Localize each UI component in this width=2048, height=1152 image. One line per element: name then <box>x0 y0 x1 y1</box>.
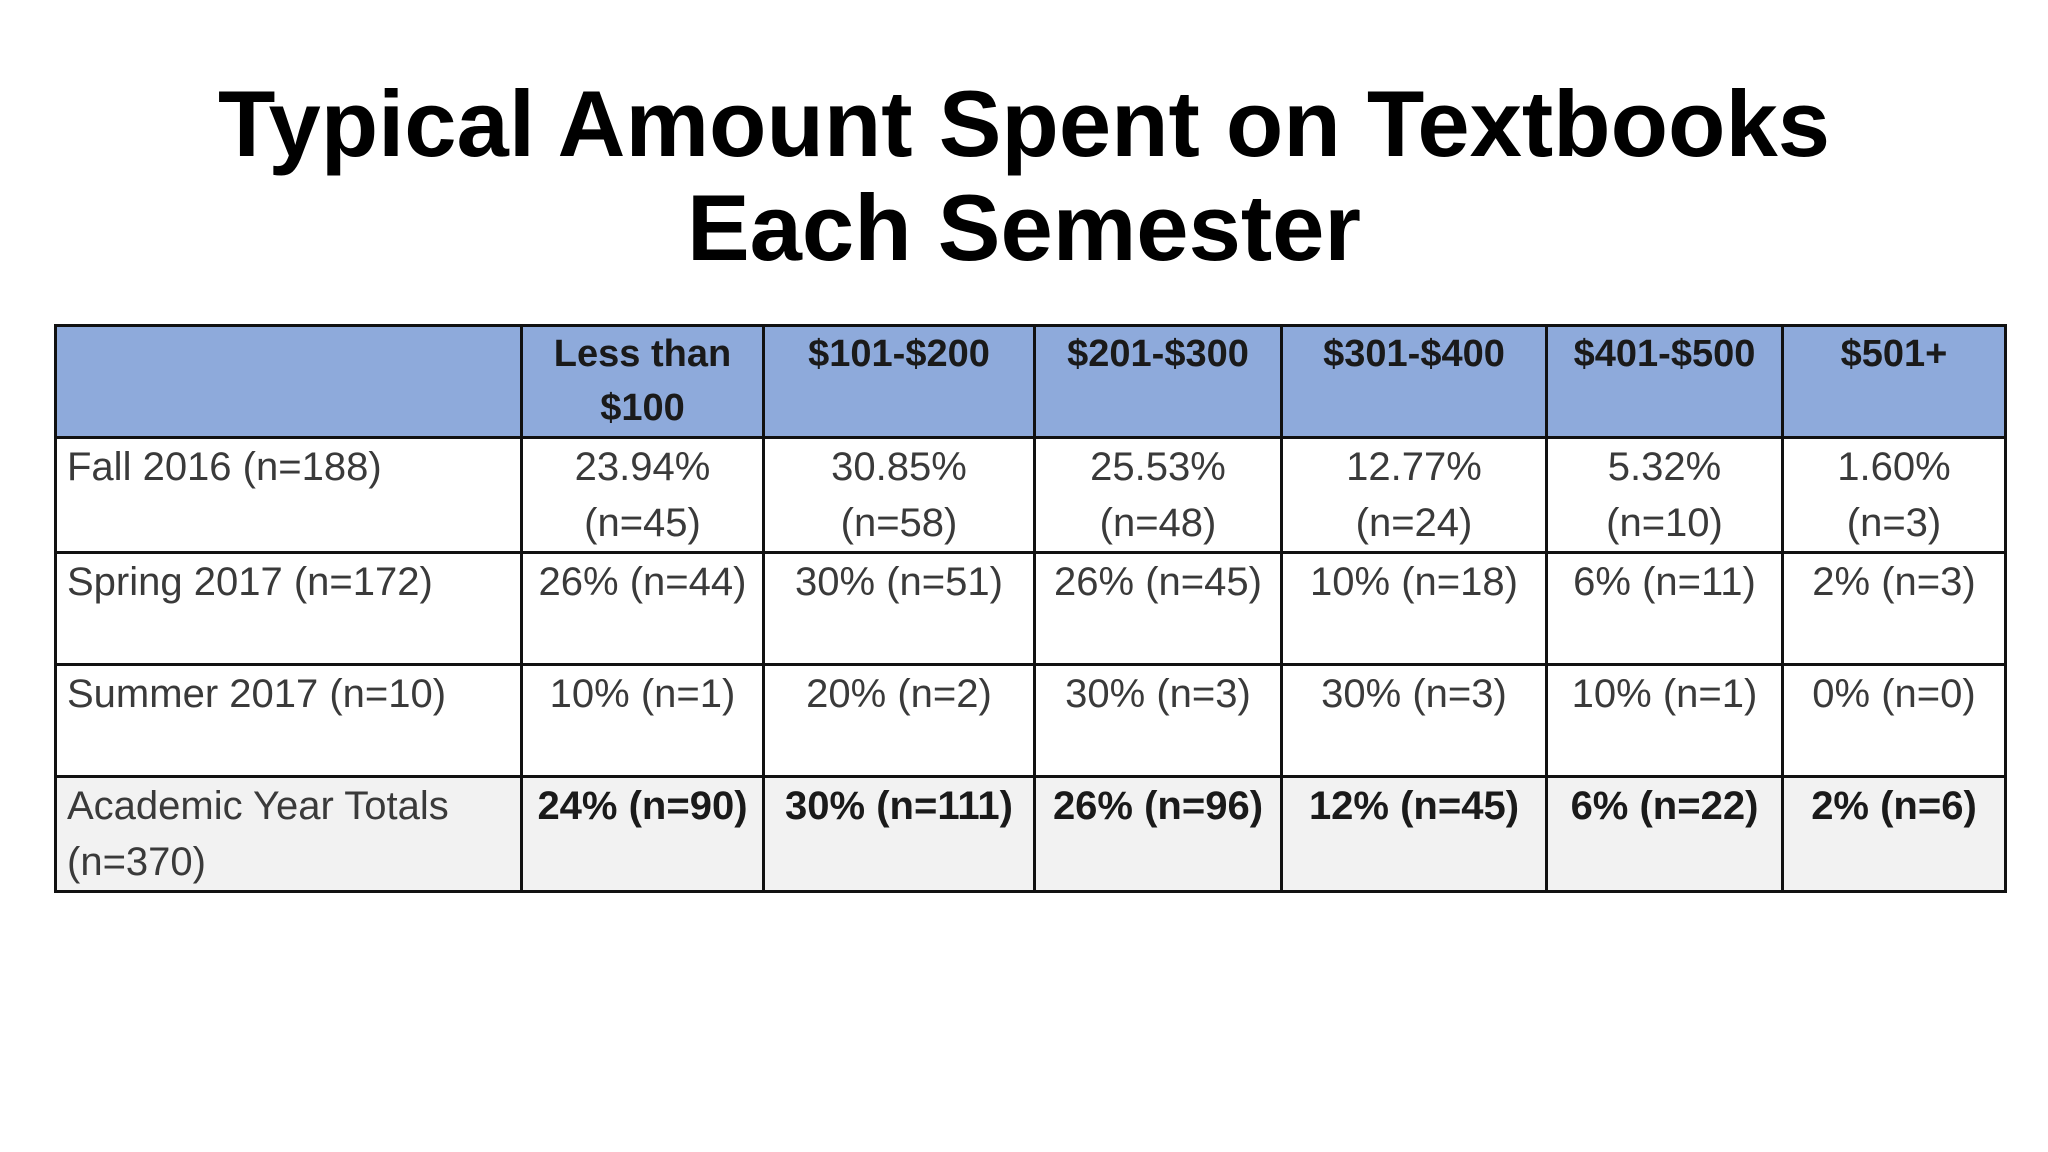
table-row-academic-year-totals <box>56 777 2006 892</box>
table-cell: 30% (n=51) <box>764 553 1035 665</box>
table-cell: 23.94% (n=45) <box>522 438 764 553</box>
table-cell: 12.77% (n=24) <box>1282 438 1547 553</box>
table-row-spring-2017 <box>56 553 2006 665</box>
table-cell: 6% (n=22) <box>1547 777 1783 892</box>
table-cell: 30% (n=3) <box>1035 665 1282 777</box>
table-cell: 26% (n=44) <box>522 553 764 665</box>
header-cell-less-than-100: Less than $100 <box>522 326 764 438</box>
table-cell: 10% (n=1) <box>1547 665 1783 777</box>
row-label: Summer 2017 (n=10) <box>56 665 522 777</box>
table-cell: 5.32% (n=10) <box>1547 438 1783 553</box>
row-label: Spring 2017 (n=172) <box>56 553 522 665</box>
textbook-spending-table <box>54 324 2007 893</box>
table-cell: 10% (n=18) <box>1282 553 1547 665</box>
header-cell-blank <box>56 326 522 438</box>
table-cell: 10% (n=1) <box>522 665 764 777</box>
table-cell: 12% (n=45) <box>1282 777 1547 892</box>
table-header-row <box>56 326 2006 438</box>
table-cell: 30.85% (n=58) <box>764 438 1035 553</box>
table-cell: 6% (n=11) <box>1547 553 1783 665</box>
row-label: Fall 2016 (n=188) <box>56 438 522 553</box>
header-cell-401-500: $401-$500 <box>1547 326 1783 438</box>
table-cell: 2% (n=3) <box>1783 553 2006 665</box>
table-cell: 30% (n=3) <box>1282 665 1547 777</box>
table-row-summer-2017 <box>56 665 2006 777</box>
table-cell: 0% (n=0) <box>1783 665 2006 777</box>
table-cell: 26% (n=96) <box>1035 777 1282 892</box>
slide-title-line-2: Each Semester <box>686 175 1362 280</box>
header-cell-101-200: $101-$200 <box>764 326 1035 438</box>
table-cell: 20% (n=2) <box>764 665 1035 777</box>
row-label: Academic Year Totals (n=370) <box>56 777 522 892</box>
slide-title-line-1: Typical Amount Spent on Textbooks <box>218 71 1830 176</box>
table-row-fall-2016 <box>56 438 2006 553</box>
table-cell: 25.53% (n=48) <box>1035 438 1282 553</box>
table-cell: 1.60% (n=3) <box>1783 438 2006 553</box>
table-cell: 24% (n=90) <box>522 777 764 892</box>
table-cell: 2% (n=6) <box>1783 777 2006 892</box>
table-cell: 30% (n=111) <box>764 777 1035 892</box>
slide-title <box>0 72 2048 280</box>
header-cell-501-plus: $501+ <box>1783 326 2006 438</box>
table-cell: 26% (n=45) <box>1035 553 1282 665</box>
header-cell-301-400: $301-$400 <box>1282 326 1547 438</box>
header-cell-201-300: $201-$300 <box>1035 326 1282 438</box>
